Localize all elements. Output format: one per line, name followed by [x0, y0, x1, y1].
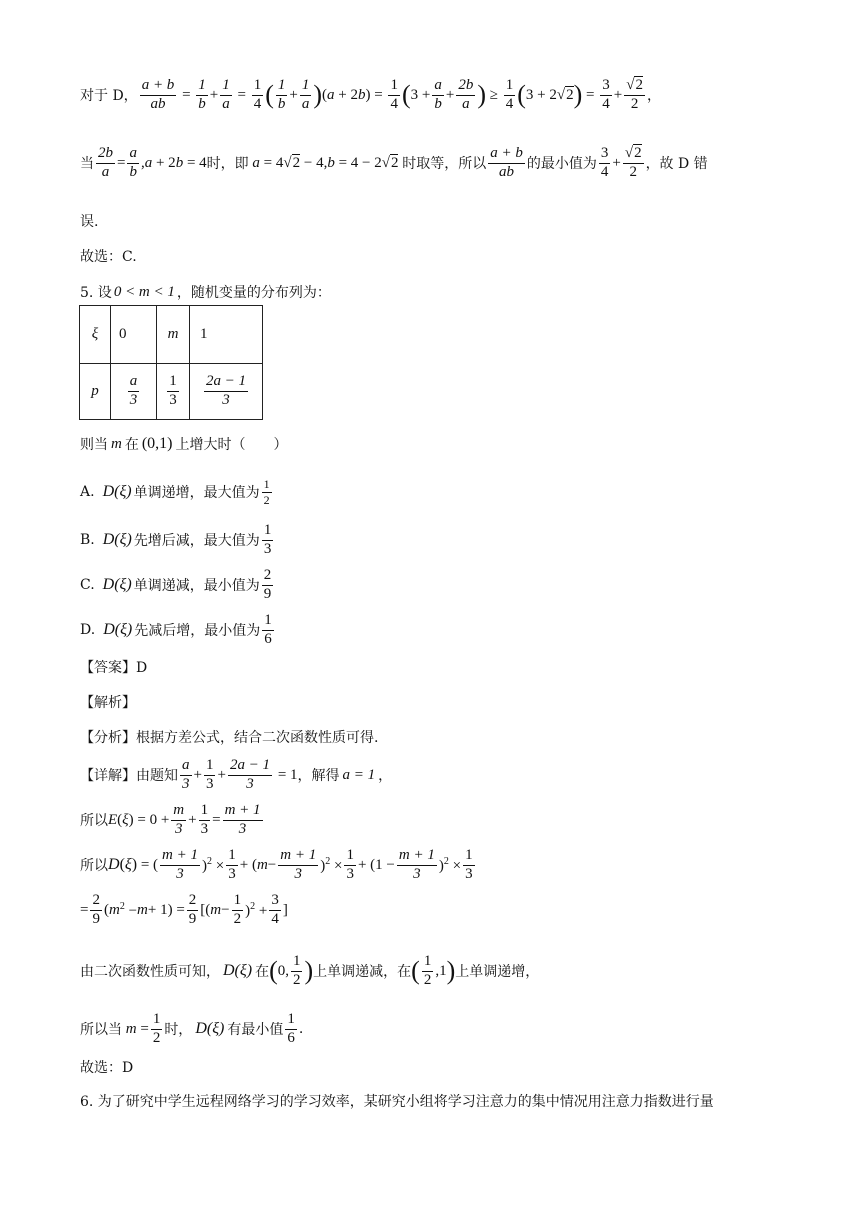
ask-m: m [111, 435, 122, 452]
q5-condition: 0 < m < 1 [113, 283, 175, 300]
minimum-line: 所以当 m = $\frac{1}{2}$ 时， D(ξ) 有最小值 $\frac{1}{6}$ . [80, 1011, 304, 1046]
d-prefix: 对于 D， [80, 88, 138, 105]
frac-1-b: $\frac{1}{b}$ [198, 77, 206, 112]
question-6-text: 6. 为了研究中学生远程网络学习的学习效率，某研究小组将学习注意力的集中情况用注意力指数进行量 [80, 1094, 714, 1110]
q5-suffix: ，随机变量的分布列为： [176, 285, 331, 301]
frac-3-4: $\frac{3}{4}$ [602, 77, 610, 112]
frac-apb-ab-2: $\frac{a + b}{ab}$ [490, 145, 523, 180]
ask-interval: (0,1) [141, 435, 173, 452]
question-6-line [80, 1091, 714, 1111]
cell-den: 3 [129, 392, 138, 408]
option-a-value: $\frac{1}{2}$ [263, 477, 270, 507]
table-row [80, 306, 263, 364]
variance-line-1: 所以 D ( ξ ) = ( $\frac{m + 1}{3}$ )$^2$ × $\frac{1}{3}$ + ( m − $\frac{m + 1}{3}$ )$^2$ × $\frac{1}{3}$ + (1 − $\frac{m + 1}{3}$ )$^2$ × $\frac{1}{3}$ [80, 847, 473, 882]
frac-1-b-2: $\frac{1}{b}$ [277, 77, 286, 112]
fenxi-text: 【分析】根据方差公式，结合二次函数性质可得. [80, 730, 379, 746]
cell-den: 3 [222, 392, 230, 408]
frac-a-b-eq: $\frac{a}{b}$ [129, 145, 137, 180]
table-cell: p [80, 364, 111, 420]
distribution-table [79, 305, 263, 420]
frac-3-4-2: $\frac{3}{4}$ [600, 145, 609, 180]
option-d-value: $\frac{1}{6}$ [264, 612, 272, 647]
quad-text-a: 由二次函数性质可知， [80, 964, 220, 981]
text-d-wrong: ，故 D 错 [645, 156, 708, 173]
variance-symbol: D(ξ) [103, 621, 133, 639]
so-text-e: 所以 [80, 813, 108, 830]
min-text-c: 有最小值 [227, 1022, 284, 1039]
quadratic-line: 由二次函数性质可知， D(ξ) 在 ( 0, $\frac{1}{2}$ ) 上单调递减，在 ( $\frac{1}{2}$ ,1 ) 上单调递增， [80, 953, 540, 988]
option-c-value: $\frac{2}{9}$ [263, 567, 272, 602]
ask-text-a: 则当 [80, 437, 108, 453]
frac-1-a-2: $\frac{1}{a}$ [301, 77, 310, 112]
table-row [80, 364, 263, 420]
quad-text-c: 上单调递减，在 [313, 964, 412, 981]
cell-den: 3 [169, 392, 177, 408]
cell-num: 1 [167, 374, 179, 392]
option-c[interactable] [80, 568, 275, 603]
text-wrong: 误. [80, 214, 99, 230]
table-cell [157, 364, 190, 420]
frac-sqrt2-2: $\frac{√2}{2}$ [626, 77, 643, 112]
expectation-line: 所以 E ( ξ ) = 0 + $\frac{m}{3}$ + $\frac{1}{3}$ = $\frac{m + 1}{3}$ [80, 802, 261, 837]
detail-a-value: a = 1 [342, 766, 376, 783]
ask-text-b: 在 [124, 437, 139, 453]
choose-d-line [80, 1057, 133, 1077]
option-c-text: 单调递减，最小值为 [133, 578, 260, 595]
text-qu-deng: 时取等，所以 [402, 156, 487, 173]
choose-c-line [80, 246, 137, 266]
detail-text-d: ， [378, 768, 393, 785]
answer-text: 【答案】D [80, 660, 148, 676]
min-text-a: 所以当 [80, 1022, 122, 1039]
option-a-label: A. [80, 484, 95, 501]
fenxi-line [80, 727, 378, 747]
analysis-line [80, 692, 136, 712]
option-b-text: 先增后减，最大值为 [133, 533, 260, 550]
analysis-heading: 【解析】 [80, 695, 136, 711]
variance-symbol: D(ξ) [102, 483, 132, 501]
option-c-label: C. [80, 577, 95, 594]
question-5-ask [80, 434, 288, 454]
quad-text-b: 在 [255, 964, 270, 981]
d-inequality-line: 对于 D， $\frac{a + b}{ab}$ = $\frac{1}{b}$ + $\frac{1}{a}$ = $\frac{1}{4}$ ( $\frac{1}{b}$ + $\frac{1}{a}$ ) ( a + 2 b ) = $\frac{1}{4}$ ( 3 + $\frac{a}{b}$ + $\frac{2b}{a}$ ) ≥ $\frac{1}{4}$ ( 3 + 2√2 ) = $\frac{3}{4}$ + $\frac{√2}{2}$ ， [80, 77, 661, 112]
option-d[interactable] [80, 613, 276, 648]
q5-prefix: 5. 设 [80, 285, 112, 301]
min-text-d: . [298, 1021, 304, 1038]
table-cell: m [157, 306, 190, 364]
table-cell: 0 [111, 306, 157, 364]
detail-text-a: 【详解】由题知 [80, 768, 178, 785]
text-dang: 当 [80, 156, 94, 173]
frac-1-4: $\frac{1}{4}$ [253, 77, 262, 112]
cell-num: 2a − 1 [204, 374, 248, 392]
text-choose-d: 故选：D [80, 1060, 134, 1076]
table-cell [190, 364, 263, 420]
detail-line: 【详解】由题知 $\frac{a}{3}$ + $\frac{1}{3}$ + $\frac{2a - 1}{3}$ = 1 ，解得 a = 1 ， [80, 757, 393, 792]
frac-2b-a: $\frac{2b}{a}$ [458, 77, 474, 112]
answer-line [80, 657, 147, 677]
option-a-text: 单调递增，最大值为 [133, 485, 260, 502]
text-choose-c: 故选：C. [80, 249, 137, 265]
option-b-value: $\frac{1}{3}$ [263, 522, 272, 557]
cell-num: a [128, 374, 140, 392]
frac-sqrt2-2-2: $\frac{√2}{2}$ [624, 145, 642, 180]
detail-text-b: ，解得 [297, 768, 340, 785]
min-text-b: 时， [164, 1022, 193, 1039]
table-cell: ξ [80, 306, 111, 364]
frac-1-4-2: $\frac{1}{4}$ [390, 77, 398, 112]
quad-text-d: 上单调递增， [455, 964, 540, 981]
table-cell: 1 [190, 306, 263, 364]
wrong-line [80, 211, 98, 231]
frac-2b-a-eq: $\frac{2b}{a}$ [98, 145, 113, 180]
variance-line-2: = $\frac{2}{9}$ ( m $^2$ − m + 1) = $\frac{2}{9}$ [( m − $\frac{1}{2}$ )$^2$ + $\frac{3}{4}$ ] [80, 892, 288, 927]
text-min-value: 的最小值为 [526, 156, 597, 173]
d-equality-line: 当 $\frac{2b}{a}$ = $\frac{a}{b}$ , a + 2 b = 4 时，即 a = 4√2 − 4, b = 4 − 2√2 时取等，所以 $\frac{a + b}{ab}$ 的最小值为 $\frac{3}{4}$ + $\frac{√2}{2}$ ，故 D 错 [80, 145, 708, 180]
option-d-text: 先减后增，最小值为 [134, 623, 261, 640]
option-a[interactable] [80, 478, 274, 506]
frac-1-4-3: $\frac{1}{4}$ [505, 77, 514, 112]
variance-symbol: D(ξ) [102, 576, 132, 594]
text-shi-ji: 时，即 [206, 156, 249, 173]
frac-apb-ab: $\frac{a + b}{ab}$ [141, 77, 175, 112]
ask-text-c: 上增大时（ ） [175, 437, 288, 453]
option-b-label: B. [80, 532, 95, 549]
frac-1-a: $\frac{1}{a}$ [222, 77, 230, 112]
variance-symbol: D(ξ) [195, 1020, 225, 1038]
so-text-d: 所以 [80, 858, 108, 875]
variance-symbol: D(ξ) [223, 962, 253, 980]
variance-symbol: D(ξ) [102, 531, 132, 549]
option-d-label: D. [80, 622, 96, 639]
option-b[interactable] [80, 523, 275, 558]
table-cell [111, 364, 157, 420]
frac-a-b: $\frac{a}{b}$ [434, 77, 442, 112]
question-5-title [80, 282, 331, 302]
